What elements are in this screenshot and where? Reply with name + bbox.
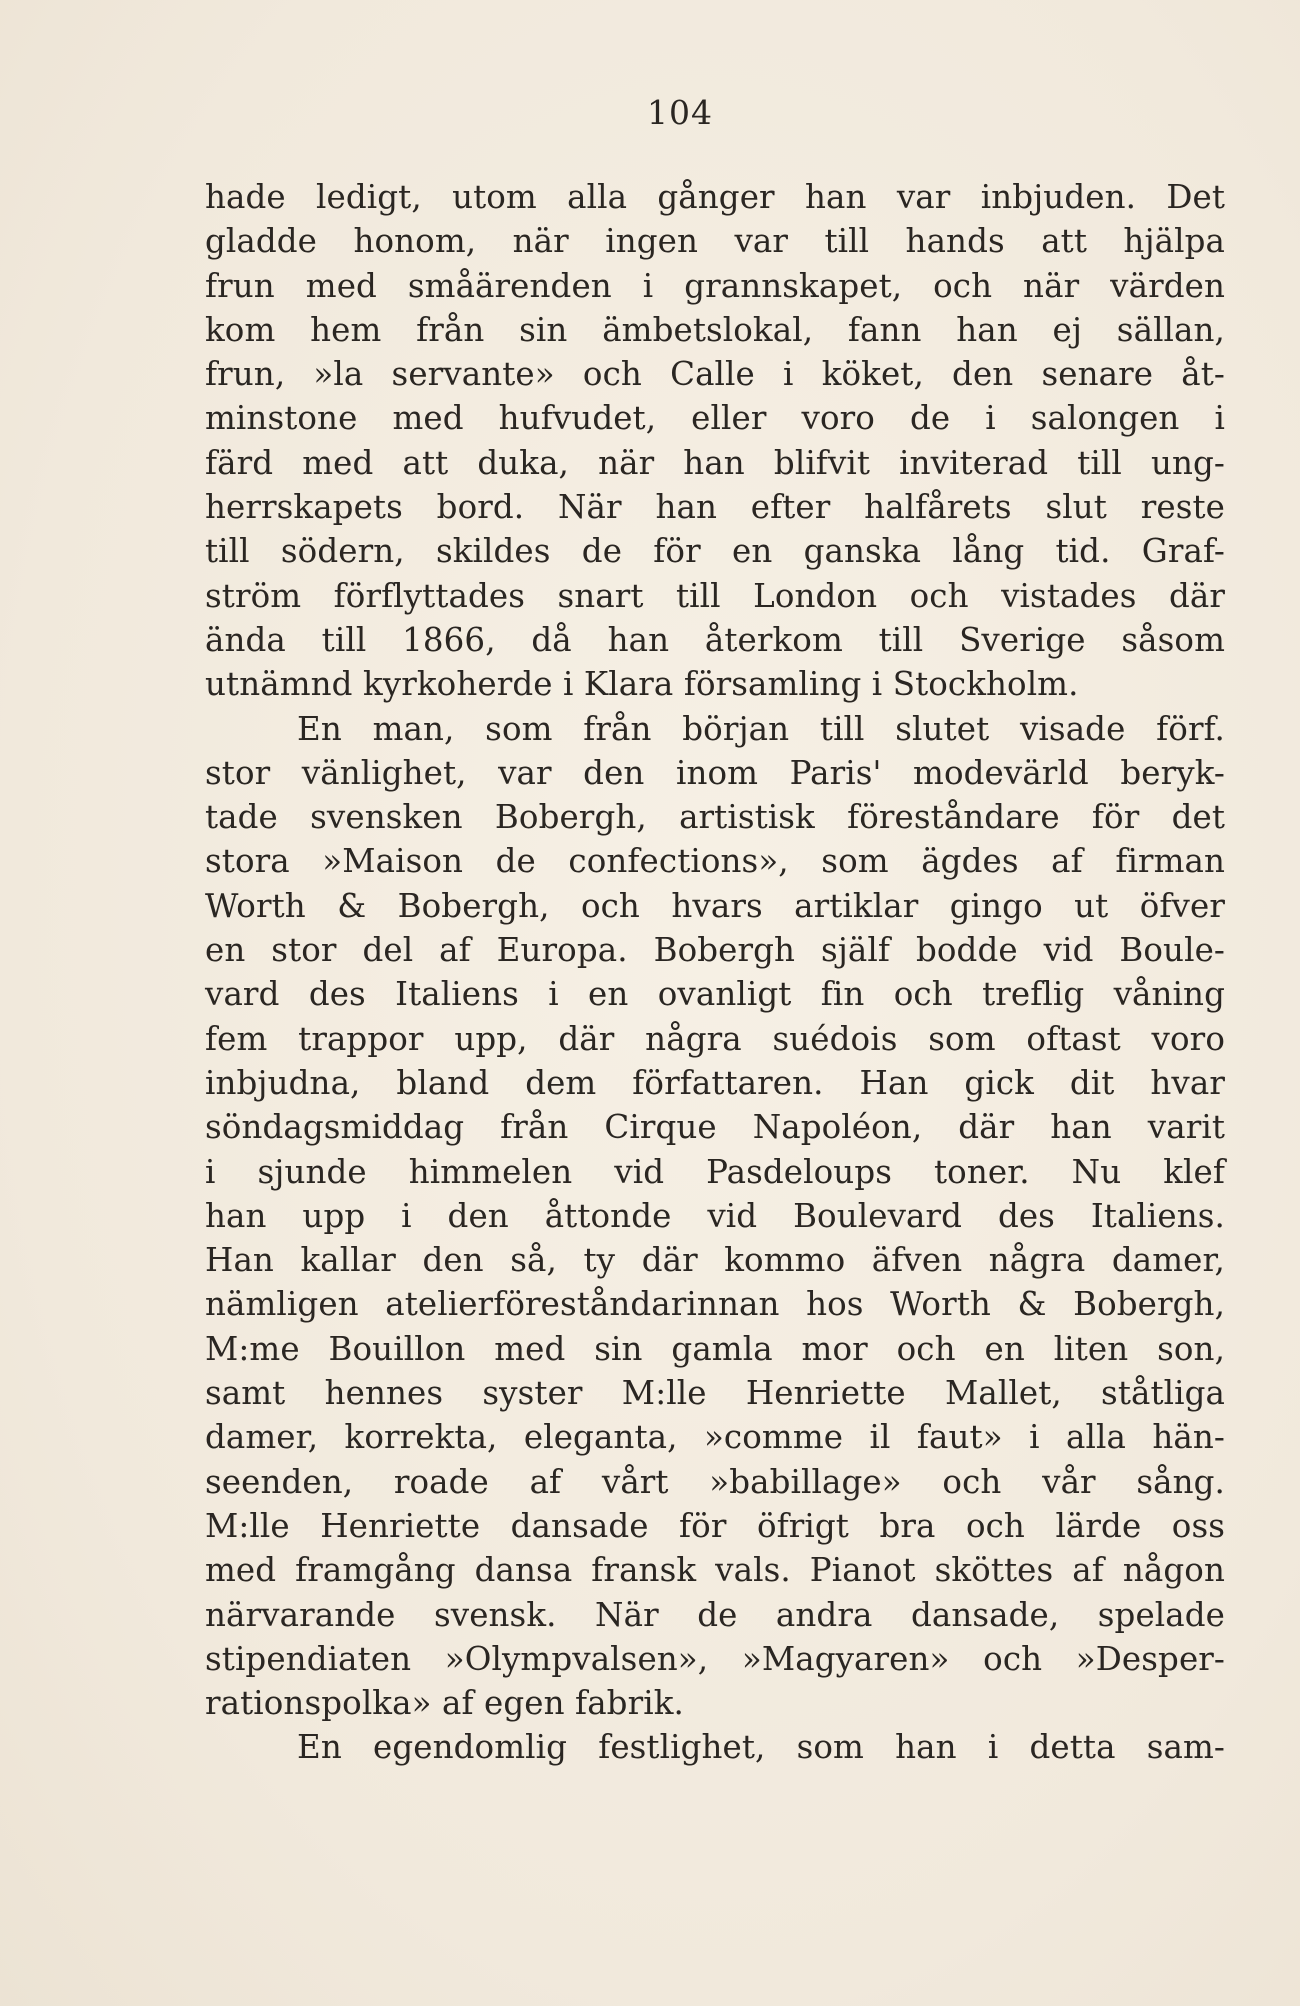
text-line: frun, »la servante» och Calle i köket, den senare åt- [205,355,1225,394]
text-line: En man, som från början till slutet visade förf. [297,709,1225,748]
text-line: minstone med hufvudet, eller voro de i salongen i [205,399,1225,438]
text-line: inbjudna, bland dem författaren. Han gick dit hvar [205,1063,1225,1102]
text-line: Han kallar den så, ty där kommo äfven några damer, [205,1241,1225,1280]
text-line: M:me Bouillon med sin gamla mor och en liten son, [205,1329,1225,1368]
text-line: ström förflyttades snart till London och vistades där [205,576,1225,615]
text-line: herrskapets bord. När han efter halfårets slut reste [205,488,1225,527]
text-line: nämligen atelierföreståndarinnan hos Worth & Bobergh, [205,1285,1225,1324]
text-line: stor vänlighet, var den inom Paris' modevärld beryk- [205,753,1225,792]
text-line: ända till 1866, då han återkom till Sverige såsom [205,620,1225,659]
body-text [205,175,1225,1770]
text-line: färd med att duka, när han blifvit inviterad till ung- [205,443,1225,482]
text-line: en stor del af Europa. Bobergh själf bodde vid Boule- [205,931,1225,970]
text-line: rationspolka» af egen fabrik. [205,1684,684,1723]
text-line: seenden, roade af vårt »babillage» och vår sång. [205,1462,1225,1501]
text-line: fem trappor upp, där några suédois som oftast voro [205,1019,1225,1058]
text-line: söndagsmiddag från Cirque Napoléon, där han varit [205,1108,1225,1147]
text-line: damer, korrekta, eleganta, »comme il faut» i alla hän- [205,1418,1225,1457]
text-line: frun med småärenden i grannskapet, och när värden [205,266,1225,305]
text-line: i sjunde himmelen vid Pasdeloups toner. Nu klef [205,1152,1225,1191]
text-line: gladde honom, när ingen var till hands att hjälpa [205,222,1225,261]
text-line: En egendomlig festlighet, som han i detta sam- [297,1728,1225,1767]
text-line: med framgång dansa fransk vals. Pianot sköttes af någon [205,1551,1225,1590]
text-line: M:lle Henriette dansade för öfrigt bra och lärde oss [205,1506,1225,1545]
text-line: till södern, skildes de för en ganska lång tid. Graf- [205,532,1225,571]
text-line: stipendiaten »Olympvalsen», »Magyaren» och »Desper- [205,1639,1225,1678]
text-line: närvarande svensk. När de andra dansade, spelade [205,1595,1225,1634]
text-line: samt hennes syster M:lle Henriette Mallet, ståtliga [205,1374,1225,1413]
text-line: stora »Maison de confections», som ägdes af firman [205,842,1225,881]
text-line: utnämnd kyrkoherde i Klara församling i Stockholm. [205,665,1079,704]
text-line: tade svensken Bobergh, artistisk föreståndare för det [205,798,1225,837]
text-line: Worth & Bobergh, och hvars artiklar gingo ut öfver [205,886,1225,925]
text-line: kom hem från sin ämbetslokal, fann han ej sällan, [205,310,1225,349]
page-number: 104 [647,93,713,132]
text-line: han upp i den åttonde vid Boulevard des Italiens. [205,1196,1225,1235]
text-line: hade ledigt, utom alla gånger han var inbjuden. Det [205,178,1225,216]
text-line: vard des Italiens i en ovanligt fin och treflig våning [205,975,1225,1014]
